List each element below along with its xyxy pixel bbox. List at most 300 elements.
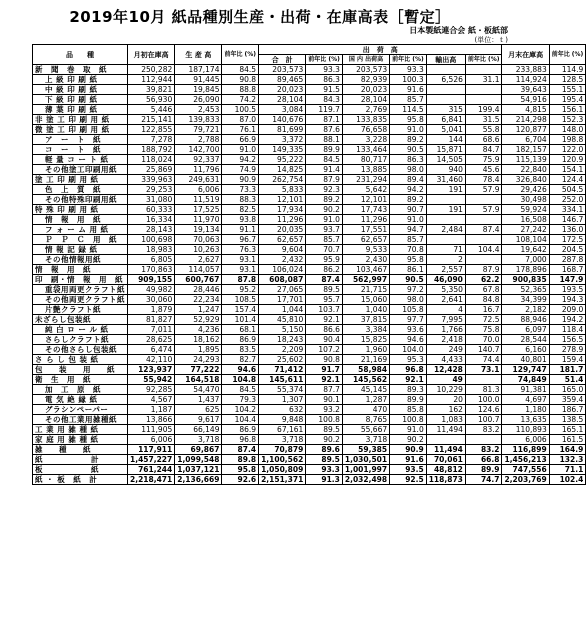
table-cell bbox=[426, 235, 465, 245]
table-cell: 86.2 bbox=[306, 265, 343, 275]
table-cell: 104.2 bbox=[222, 405, 259, 415]
table-cell: 93.2 bbox=[306, 405, 343, 415]
table-cell: 30,060 bbox=[128, 295, 175, 305]
production-table bbox=[32, 44, 586, 485]
table-cell: 4,236 bbox=[175, 325, 222, 335]
table-cell: 68.6 bbox=[465, 135, 502, 145]
table-row bbox=[33, 295, 586, 305]
row-label: 工 業 用 雑 種 紙 bbox=[33, 425, 128, 435]
table-cell: 52,929 bbox=[175, 315, 222, 325]
table-cell: 17,701 bbox=[259, 295, 306, 305]
table-cell: 1,030,501 bbox=[342, 455, 389, 465]
header-production-yoy: 前年比 (%) bbox=[222, 45, 259, 65]
table-row bbox=[33, 75, 586, 85]
table-cell: 84.8 bbox=[465, 295, 502, 305]
table-cell: 104.0 bbox=[390, 345, 427, 355]
row-label: その他さらし包装紙 bbox=[33, 345, 128, 355]
table-cell: 114,924 bbox=[502, 75, 549, 85]
table-cell: 75.9 bbox=[465, 155, 502, 165]
row-label: 色 上 質 紙 bbox=[33, 185, 128, 195]
table-cell: 73.1 bbox=[465, 365, 502, 375]
row-label: 特 殊 印 刷 用 紙 bbox=[33, 205, 128, 215]
table-cell: 91,445 bbox=[175, 75, 222, 85]
table-cell: 13,866 bbox=[128, 415, 175, 425]
table-cell: 108.5 bbox=[222, 295, 259, 305]
table-cell: 29,426 bbox=[502, 185, 549, 195]
table-cell: 31,460 bbox=[426, 175, 465, 185]
table-cell: 5,150 bbox=[259, 325, 306, 335]
header-total-yoy: 前年比 (%) bbox=[306, 55, 343, 65]
table-body bbox=[33, 65, 586, 485]
table-cell: 84.5 bbox=[306, 155, 343, 165]
table-cell: 1,099,548 bbox=[175, 455, 222, 465]
table-cell: 10,229 bbox=[426, 385, 465, 395]
table-row bbox=[33, 375, 586, 385]
table-cell: 157.4 bbox=[222, 305, 259, 315]
table-row bbox=[33, 195, 586, 205]
table-cell: 62,657 bbox=[259, 235, 306, 245]
table-cell: 15,825 bbox=[342, 335, 389, 345]
table-cell: 100.0 bbox=[465, 395, 502, 405]
table-cell: 104.4 bbox=[465, 245, 502, 255]
header-item: 品 種 bbox=[33, 45, 128, 65]
table-cell: 22,234 bbox=[175, 295, 222, 305]
table-cell: 6,841 bbox=[426, 115, 465, 125]
table-cell: 59,924 bbox=[502, 205, 549, 215]
table-cell: 140.7 bbox=[465, 345, 502, 355]
table-cell: 58,984 bbox=[342, 365, 389, 375]
row-label: 微 塗 工 印 刷 用 紙 bbox=[33, 125, 128, 135]
table-cell: 334.1 bbox=[549, 205, 586, 215]
table-cell: 83.5 bbox=[222, 345, 259, 355]
table-row bbox=[33, 395, 586, 405]
row-label: 加 工 原 紙 bbox=[33, 385, 128, 395]
table-cell: 14,505 bbox=[426, 155, 465, 165]
table-cell: 106,024 bbox=[259, 265, 306, 275]
table-cell: 21,715 bbox=[342, 285, 389, 295]
table-cell: 117,911 bbox=[128, 445, 175, 455]
table-cell: 194.3 bbox=[549, 295, 586, 305]
row-label: 情 報 用 紙 bbox=[33, 265, 128, 275]
row-label: 下 級 印 刷 紙 bbox=[33, 95, 128, 105]
table-cell: 39,643 bbox=[502, 85, 549, 95]
table-cell bbox=[426, 215, 465, 225]
table-row bbox=[33, 305, 586, 315]
row-label: その他両更クラフト紙 bbox=[33, 295, 128, 305]
table-cell: 133,835 bbox=[342, 115, 389, 125]
table-cell: 112,944 bbox=[128, 75, 175, 85]
table-cell: 504.5 bbox=[549, 185, 586, 195]
table-cell: 87.4 bbox=[306, 275, 343, 285]
table-cell: 6,474 bbox=[128, 345, 175, 355]
table-cell bbox=[465, 95, 502, 105]
row-label: 純 白 ロ ー ル 紙 bbox=[33, 325, 128, 335]
table-cell: 85.7 bbox=[390, 95, 427, 105]
table-cell: 92.6 bbox=[222, 475, 259, 485]
table-cell: 87.6 bbox=[306, 125, 343, 135]
table-cell: 6,160 bbox=[502, 345, 549, 355]
table-cell: 100,698 bbox=[128, 235, 175, 245]
table-cell: 195.4 bbox=[549, 95, 586, 105]
table-cell bbox=[426, 95, 465, 105]
table-cell: 7,000 bbox=[502, 255, 549, 265]
table-cell: 89,465 bbox=[259, 75, 306, 85]
table-row bbox=[33, 325, 586, 335]
table-cell: 124.6 bbox=[465, 405, 502, 415]
table-cell: 70,061 bbox=[426, 455, 465, 465]
table-cell: 86.1 bbox=[390, 265, 427, 275]
table-cell: 55.8 bbox=[465, 125, 502, 135]
table-cell: 92,285 bbox=[128, 385, 175, 395]
row-label: コ ー ト 紙 bbox=[33, 145, 128, 155]
table-cell: 146.7 bbox=[549, 215, 586, 225]
table-cell: 249,631 bbox=[175, 175, 222, 185]
table-cell: 7,278 bbox=[128, 135, 175, 145]
row-label: フ ォ ー ム 用 紙 bbox=[33, 225, 128, 235]
table-cell: 147.9 bbox=[549, 275, 586, 285]
table-cell: 10,263 bbox=[175, 245, 222, 255]
table-cell: 96.7 bbox=[222, 235, 259, 245]
table-cell: 91.6 bbox=[390, 85, 427, 95]
table-cell: 168.7 bbox=[549, 265, 586, 275]
table-row bbox=[33, 125, 586, 135]
table-cell: 110,893 bbox=[502, 425, 549, 435]
table-cell: 87.9 bbox=[465, 265, 502, 275]
table-row bbox=[33, 175, 586, 185]
table-cell: 181.7 bbox=[549, 365, 586, 375]
table-cell: 209.0 bbox=[549, 305, 586, 315]
row-label: 印 刷・情 報 用 紙 bbox=[33, 275, 128, 285]
header-shipments: 出 荷 高 bbox=[259, 45, 502, 55]
table-cell: 1,307 bbox=[259, 395, 306, 405]
table-cell: 172.5 bbox=[549, 235, 586, 245]
row-label: 電 気 絶 縁 紙 bbox=[33, 395, 128, 405]
table-row bbox=[33, 285, 586, 295]
table-cell: 142,700 bbox=[175, 145, 222, 155]
table-cell: 20,035 bbox=[259, 225, 306, 235]
header-export-yoy: 前年比 (%) bbox=[465, 55, 502, 65]
table-cell: 92.1 bbox=[306, 315, 343, 325]
table-cell: 5,642 bbox=[342, 185, 389, 195]
table-cell: 182,157 bbox=[502, 145, 549, 155]
table-cell: 156.5 bbox=[549, 335, 586, 345]
table-cell: 89.5 bbox=[306, 285, 343, 295]
row-label: その他情報用紙 bbox=[33, 255, 128, 265]
table-cell: 249 bbox=[426, 345, 465, 355]
table-cell: 105.8 bbox=[390, 305, 427, 315]
table-cell: 93.1 bbox=[222, 265, 259, 275]
table-cell: 19,134 bbox=[175, 225, 222, 235]
table-cell: 89.2 bbox=[390, 135, 427, 145]
table-cell: 90.9 bbox=[390, 445, 427, 455]
table-cell: 2,432 bbox=[259, 255, 306, 265]
table-cell: 3,718 bbox=[259, 435, 306, 445]
table-cell: 55,374 bbox=[259, 385, 306, 395]
table-cell: 51.4 bbox=[549, 375, 586, 385]
table-cell: 74.4 bbox=[465, 355, 502, 365]
table-cell: 46,090 bbox=[426, 275, 465, 285]
table-cell: 118,873 bbox=[426, 475, 465, 485]
table-cell: 2,136,669 bbox=[175, 475, 222, 485]
table-cell: 85.7 bbox=[390, 235, 427, 245]
header-closing-stock: 月末在庫高 bbox=[502, 45, 549, 65]
table-cell: 91.3 bbox=[306, 475, 343, 485]
table-cell: 90.2 bbox=[306, 435, 343, 445]
table-cell: 4,697 bbox=[502, 395, 549, 405]
row-label: 情 報 用 紙 bbox=[33, 215, 128, 225]
table-cell: 262,754 bbox=[259, 175, 306, 185]
table-cell: 24,293 bbox=[175, 355, 222, 365]
table-cell: 91.1 bbox=[222, 225, 259, 235]
table-row bbox=[33, 85, 586, 95]
table-cell: 2,218,471 bbox=[128, 475, 175, 485]
row-label: 未ざらし包装紙 bbox=[33, 315, 128, 325]
table-row bbox=[33, 475, 586, 485]
table-cell: 165.0 bbox=[549, 385, 586, 395]
table-cell: 9,848 bbox=[259, 415, 306, 425]
table-cell: 93.3 bbox=[306, 465, 343, 475]
table-cell: 91,381 bbox=[502, 385, 549, 395]
table-cell: 11,296 bbox=[259, 215, 306, 225]
table-cell: 89.4 bbox=[390, 175, 427, 185]
table-cell: 1,766 bbox=[426, 325, 465, 335]
table-cell: 27,065 bbox=[259, 285, 306, 295]
table-cell: 81,699 bbox=[259, 125, 306, 135]
table-cell: 13,635 bbox=[502, 415, 549, 425]
table-cell: 86.6 bbox=[306, 325, 343, 335]
table-row bbox=[33, 465, 586, 475]
table-cell: 6,097 bbox=[502, 325, 549, 335]
table-cell: 19,642 bbox=[502, 245, 549, 255]
table-cell: 88.1 bbox=[306, 135, 343, 145]
table-cell: 52,365 bbox=[502, 285, 549, 295]
table-row bbox=[33, 275, 586, 285]
table-cell: 233,883 bbox=[502, 65, 549, 75]
table-cell: 2,182 bbox=[502, 305, 549, 315]
table-cell: 83.2 bbox=[465, 445, 502, 455]
table-cell: 76,658 bbox=[342, 125, 389, 135]
table-cell: 2,209 bbox=[259, 345, 306, 355]
table-cell: 86.9 bbox=[222, 425, 259, 435]
table-cell: 12,428 bbox=[426, 365, 465, 375]
table-cell: 31.5 bbox=[465, 115, 502, 125]
table-cell: 87.4 bbox=[465, 225, 502, 235]
table-cell: 155.1 bbox=[549, 85, 586, 95]
table-cell: 54,470 bbox=[175, 385, 222, 395]
table-cell: 15,060 bbox=[342, 295, 389, 305]
table-cell: 60,333 bbox=[128, 205, 175, 215]
table-cell: 57.9 bbox=[465, 185, 502, 195]
table-cell: 25,602 bbox=[259, 355, 306, 365]
table-cell: 90.7 bbox=[390, 205, 427, 215]
table-cell bbox=[465, 255, 502, 265]
table-cell: 1,437 bbox=[175, 395, 222, 405]
table-cell: 9,604 bbox=[259, 245, 306, 255]
table-row bbox=[33, 345, 586, 355]
table-cell: 70.7 bbox=[306, 245, 343, 255]
table-cell: 39,821 bbox=[128, 85, 175, 95]
table-cell: 2,557 bbox=[426, 265, 465, 275]
header-domestic-yoy: 前年比 (%) bbox=[390, 55, 427, 65]
table-cell bbox=[465, 65, 502, 75]
table-cell: 359.4 bbox=[549, 395, 586, 405]
table-cell: 94.2 bbox=[390, 185, 427, 195]
table-cell: 98.0 bbox=[390, 295, 427, 305]
table-cell: 6,526 bbox=[426, 75, 465, 85]
table-row bbox=[33, 225, 586, 235]
table-cell: 28,625 bbox=[128, 335, 175, 345]
table-cell: 90.8 bbox=[306, 355, 343, 365]
table-cell: 70.0 bbox=[465, 335, 502, 345]
row-label: 重袋用両更クラフト紙 bbox=[33, 285, 128, 295]
table-cell: 119.7 bbox=[306, 105, 343, 115]
table-cell: 114.5 bbox=[390, 105, 427, 115]
table-cell: 79,721 bbox=[175, 125, 222, 135]
table-cell: 7,011 bbox=[128, 325, 175, 335]
table-cell: 93.3 bbox=[390, 65, 427, 75]
table-cell: 17,551 bbox=[342, 225, 389, 235]
table-cell: 608,087 bbox=[259, 275, 306, 285]
row-label: さらしクラフト紙 bbox=[33, 335, 128, 345]
table-cell: 20,023 bbox=[259, 85, 306, 95]
table-cell bbox=[465, 235, 502, 245]
table-cell bbox=[426, 65, 465, 75]
table-cell: 74.2 bbox=[222, 95, 259, 105]
table-cell: 2,484 bbox=[426, 225, 465, 235]
table-cell: 16.7 bbox=[465, 305, 502, 315]
table-cell: 152.3 bbox=[549, 115, 586, 125]
table-cell: 82.5 bbox=[222, 205, 259, 215]
table-cell: 20,023 bbox=[342, 85, 389, 95]
table-cell: 89.9 bbox=[465, 465, 502, 475]
table-cell: 97.2 bbox=[390, 285, 427, 295]
table-cell: 29,253 bbox=[128, 185, 175, 195]
table-row bbox=[33, 425, 586, 435]
table-cell: 5,833 bbox=[259, 185, 306, 195]
table-cell: 101.4 bbox=[222, 315, 259, 325]
table-cell: 186.7 bbox=[549, 405, 586, 415]
table-cell: 90.4 bbox=[306, 335, 343, 345]
table-cell: 76.3 bbox=[222, 245, 259, 255]
table-cell: 91.0 bbox=[306, 215, 343, 225]
table-cell: 129,747 bbox=[502, 365, 549, 375]
table-cell: 91.0 bbox=[390, 425, 427, 435]
row-label: その他工業用雑種紙 bbox=[33, 415, 128, 425]
table-row bbox=[33, 165, 586, 175]
table-cell: 470 bbox=[342, 405, 389, 415]
table-cell: 89.6 bbox=[306, 445, 343, 455]
table-cell: 22,840 bbox=[502, 165, 549, 175]
table-cell: 108,104 bbox=[502, 235, 549, 245]
table-cell: 144 bbox=[426, 135, 465, 145]
table-row bbox=[33, 335, 586, 345]
table-row bbox=[33, 355, 586, 365]
table-cell: 88,946 bbox=[502, 315, 549, 325]
table-cell: 87.9 bbox=[306, 175, 343, 185]
table-cell: 116,899 bbox=[502, 445, 549, 455]
table-cell: 187,174 bbox=[175, 65, 222, 75]
table-cell: 79.3 bbox=[222, 395, 259, 405]
table-cell: 85.7 bbox=[306, 235, 343, 245]
table-cell: 2,151,371 bbox=[259, 475, 306, 485]
table-cell: 156.1 bbox=[549, 105, 586, 115]
table-cell: 203,573 bbox=[342, 65, 389, 75]
table-cell: 97.7 bbox=[390, 315, 427, 325]
table-cell: 2,788 bbox=[175, 135, 222, 145]
table-cell: 4 bbox=[426, 305, 465, 315]
table-cell: 2,203,769 bbox=[502, 475, 549, 485]
table-cell: 562,997 bbox=[342, 275, 389, 285]
table-cell: 55,942 bbox=[128, 375, 175, 385]
table-cell: 164.9 bbox=[549, 445, 586, 455]
table-cell: 13,885 bbox=[342, 165, 389, 175]
table-cell: 9,533 bbox=[342, 245, 389, 255]
table-cell: 96.8 bbox=[390, 365, 427, 375]
table-cell: 91.0 bbox=[390, 215, 427, 225]
table-cell: 25,869 bbox=[128, 165, 175, 175]
table-cell: 71 bbox=[426, 245, 465, 255]
table-cell bbox=[426, 195, 465, 205]
table-cell: 102.4 bbox=[549, 475, 586, 485]
table-cell: 4,433 bbox=[426, 355, 465, 365]
table-cell: 3,372 bbox=[259, 135, 306, 145]
table-cell: 203,573 bbox=[259, 65, 306, 75]
table-row bbox=[33, 205, 586, 215]
table-cell: 632 bbox=[259, 405, 306, 415]
row-label: さ ら し 包 装 紙 bbox=[33, 355, 128, 365]
table-cell: 40,801 bbox=[502, 355, 549, 365]
table-cell bbox=[426, 435, 465, 445]
table-cell: 89.9 bbox=[390, 395, 427, 405]
table-cell: 83.2 bbox=[465, 425, 502, 435]
table-row bbox=[33, 115, 586, 125]
table-cell: 100.3 bbox=[390, 75, 427, 85]
table-cell: 84.5 bbox=[222, 65, 259, 75]
table-row bbox=[33, 435, 586, 445]
row-label: その他塗工印刷用紙 bbox=[33, 165, 128, 175]
table-cell: 84.5 bbox=[222, 385, 259, 395]
table-cell: 49 bbox=[426, 375, 465, 385]
row-label: 板 紙 bbox=[33, 465, 128, 475]
table-cell: 625 bbox=[175, 405, 222, 415]
table-cell: 100.8 bbox=[306, 415, 343, 425]
table-row bbox=[33, 245, 586, 255]
table-row bbox=[33, 385, 586, 395]
row-label: ア ー ト 紙 bbox=[33, 135, 128, 145]
table-cell: 93.5 bbox=[390, 465, 427, 475]
header-export: 輸出高 bbox=[426, 55, 465, 65]
table-cell bbox=[465, 435, 502, 445]
table-cell: 88.8 bbox=[222, 85, 259, 95]
table-cell: 98.0 bbox=[390, 165, 427, 175]
table-cell: 6,006 bbox=[175, 185, 222, 195]
table-cell: 55,667 bbox=[342, 425, 389, 435]
table-cell: 1,001,997 bbox=[342, 465, 389, 475]
table-cell: 154.1 bbox=[549, 165, 586, 175]
table-cell: 95.8 bbox=[222, 465, 259, 475]
table-cell: 54,916 bbox=[502, 95, 549, 105]
table-cell: 164,518 bbox=[175, 375, 222, 385]
table-cell: 132.3 bbox=[549, 455, 586, 465]
table-cell: 11,494 bbox=[426, 445, 465, 455]
row-label: グラシンペーパー bbox=[33, 405, 128, 415]
unit-label: (単位：ｔ) bbox=[474, 36, 508, 44]
table-cell: 28,446 bbox=[175, 285, 222, 295]
table-cell: 75.8 bbox=[465, 325, 502, 335]
table-cell: 70,063 bbox=[175, 235, 222, 245]
table-row bbox=[33, 155, 586, 165]
table-cell: 136.0 bbox=[549, 225, 586, 235]
